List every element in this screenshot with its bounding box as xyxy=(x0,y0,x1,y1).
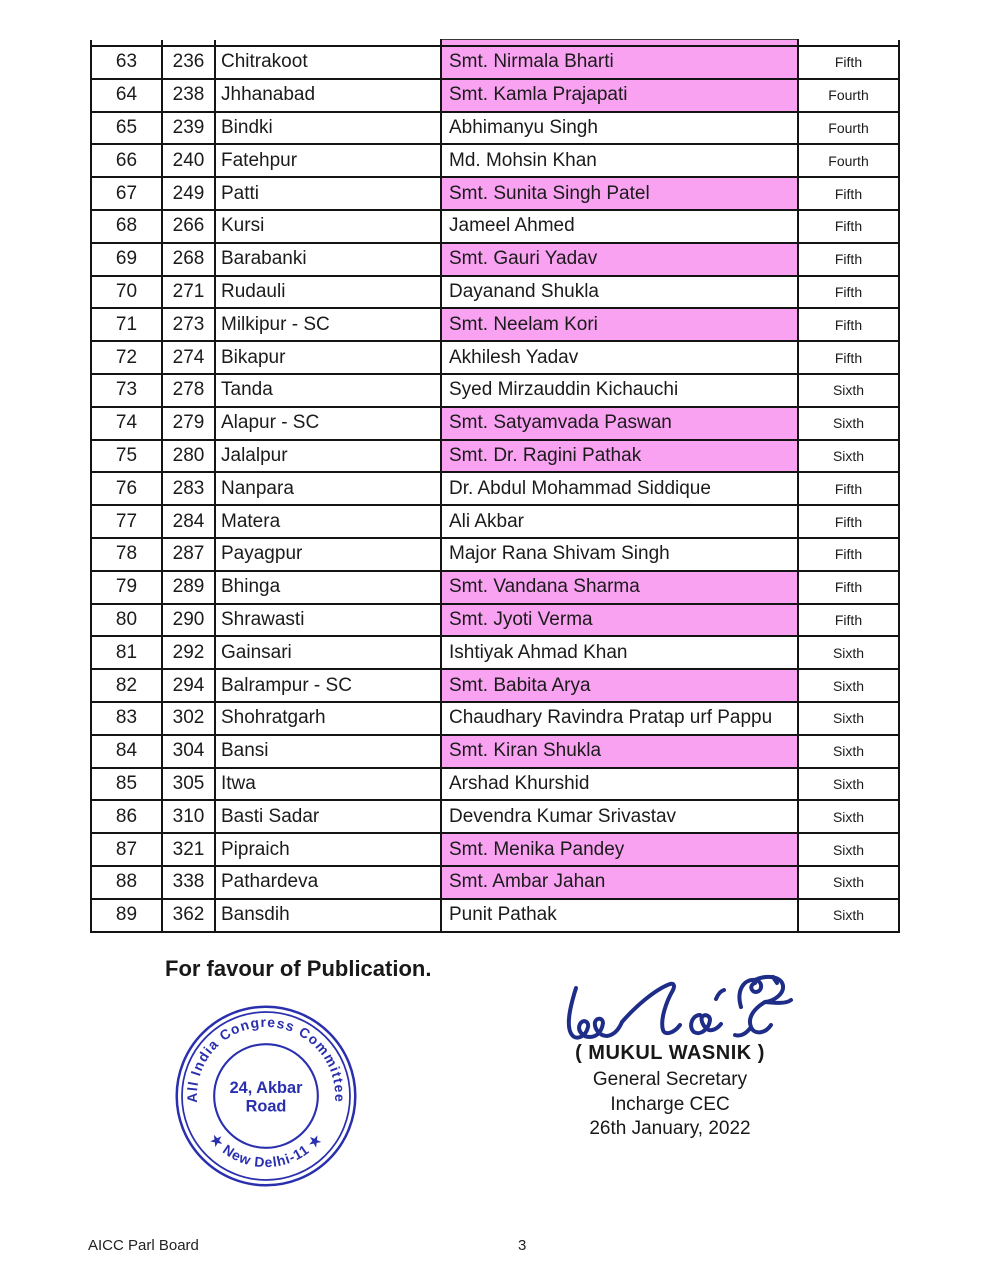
stamp-address-line1: 24, Akbar xyxy=(229,1079,303,1098)
constituency-number-cell: 310 xyxy=(162,800,215,833)
phase-cell: Fifth xyxy=(798,210,899,243)
serial-number-cell: 79 xyxy=(91,571,162,604)
phase-cell: Fourth xyxy=(798,112,899,145)
constituency-name-cell: Chitrakoot xyxy=(215,46,441,79)
constituency-name-cell: Gainsari xyxy=(215,636,441,669)
phase-cell: Fifth xyxy=(798,341,899,374)
candidate-name-cell: Smt. Jyoti Verma xyxy=(441,604,798,637)
serial-number-cell: 70 xyxy=(91,276,162,309)
signature-stroke-flourish xyxy=(735,977,791,1036)
phase-cell: Sixth xyxy=(798,636,899,669)
table-row xyxy=(91,505,899,538)
table-row xyxy=(91,79,899,112)
phase-cell: Sixth xyxy=(798,866,899,899)
table-row xyxy=(91,46,899,79)
phase-cell: Fifth xyxy=(798,177,899,210)
phase-cell: Fifth xyxy=(798,46,899,79)
candidate-name-cell: Smt. Kiran Shukla xyxy=(441,735,798,768)
table-row xyxy=(91,276,899,309)
serial-number-cell: 68 xyxy=(91,210,162,243)
signature-stroke-l2 xyxy=(622,984,680,1033)
serial-number-cell: 89 xyxy=(91,899,162,932)
candidate-name-cell: Syed Mirzauddin Kichauchi xyxy=(441,374,798,407)
aicc-round-stamp xyxy=(170,1000,362,1192)
signature-stroke-lee xyxy=(569,988,622,1038)
serial-number-cell: 78 xyxy=(91,538,162,571)
candidate-name-cell: Abhimanyu Singh xyxy=(441,112,798,145)
signature-stroke-accent xyxy=(716,990,724,999)
constituency-name-cell: Patti xyxy=(215,177,441,210)
table-row xyxy=(91,800,899,833)
constituency-number-cell: 321 xyxy=(162,833,215,866)
phase-cell: Fourth xyxy=(798,144,899,177)
signatory-name: ( MUKUL WASNIK ) xyxy=(575,1042,765,1064)
constituency-name-cell: Rudauli xyxy=(215,276,441,309)
table-row xyxy=(91,768,899,801)
serial-number-cell: 69 xyxy=(91,243,162,276)
candidate-name-cell: Dayanand Shukla xyxy=(441,276,798,309)
stamp-bottom-text: ★ New Delhi-11 ★ xyxy=(206,1130,326,1171)
publication-note: For favour of Publication. xyxy=(165,956,432,981)
table-row xyxy=(91,374,899,407)
constituency-name-cell: Bindki xyxy=(215,112,441,145)
phase-cell: Sixth xyxy=(798,702,899,735)
serial-number-cell: 87 xyxy=(91,833,162,866)
constituency-number-cell: 240 xyxy=(162,144,215,177)
serial-number-cell: 82 xyxy=(91,669,162,702)
constituency-name-cell: Jhhanabad xyxy=(215,79,441,112)
phase-cell: Fourth xyxy=(798,79,899,112)
constituency-number-cell: 284 xyxy=(162,505,215,538)
signatory-title: General Secretary xyxy=(592,1069,748,1090)
footer-page-number: 3 xyxy=(518,1237,527,1254)
constituency-name-cell: Tanda xyxy=(215,374,441,407)
constituency-name-cell: Payagpur xyxy=(215,538,441,571)
table-row xyxy=(91,735,899,768)
constituency-name-cell: Kursi xyxy=(215,210,441,243)
constituency-name-cell: Basti Sadar xyxy=(215,800,441,833)
constituency-name-cell: Balrampur - SC xyxy=(215,669,441,702)
candidate-name-cell: Smt. Nirmala Bharti xyxy=(441,46,798,79)
constituency-name-cell: Pathardeva xyxy=(215,866,441,899)
table-row xyxy=(91,210,899,243)
serial-number-cell: 64 xyxy=(91,79,162,112)
phase-cell: Fifth xyxy=(798,538,899,571)
phase-cell: Sixth xyxy=(798,800,899,833)
constituency-number-cell: 362 xyxy=(162,899,215,932)
stamp-seal-icon xyxy=(170,1000,362,1192)
constituency-number-cell: 279 xyxy=(162,407,215,440)
table-row xyxy=(91,669,899,702)
candidate-name-cell: Jameel Ahmed xyxy=(441,210,798,243)
constituency-number-cell: 273 xyxy=(162,308,215,341)
table-row xyxy=(91,538,899,571)
candidate-name-cell: Major Rana Shivam Singh xyxy=(441,538,798,571)
constituency-number-cell: 238 xyxy=(162,79,215,112)
stamp-ring-text: All India Congress Committee xyxy=(183,1013,349,1104)
phase-cell: Sixth xyxy=(798,899,899,932)
table-row xyxy=(91,604,899,637)
phase-cell: Fifth xyxy=(798,308,899,341)
candidate-name-cell: Smt. Dr. Ragini Pathak xyxy=(441,440,798,473)
serial-number-cell: 65 xyxy=(91,112,162,145)
constituency-name-cell: Nanpara xyxy=(215,472,441,505)
constituency-name-cell: Bikapur xyxy=(215,341,441,374)
constituency-number-cell: 236 xyxy=(162,46,215,79)
phase-cell: Sixth xyxy=(798,440,899,473)
constituency-name-cell: Bansdih xyxy=(215,899,441,932)
candidates-table xyxy=(90,39,900,933)
constituency-name-cell: Milkipur - SC xyxy=(215,308,441,341)
candidate-name-cell: Dr. Abdul Mohammad Siddique xyxy=(441,472,798,505)
signatory-subtitle: Incharge CEC xyxy=(610,1093,730,1115)
serial-number-cell: 76 xyxy=(91,472,162,505)
constituency-number-cell: 274 xyxy=(162,341,215,374)
constituency-number-cell: 268 xyxy=(162,243,215,276)
candidate-name-cell: Md. Mohsin Khan xyxy=(441,144,798,177)
phase-cell: Fifth xyxy=(798,276,899,309)
table-row xyxy=(91,341,899,374)
constituency-number-cell: 292 xyxy=(162,636,215,669)
serial-number-cell: 85 xyxy=(91,768,162,801)
candidates-table-body xyxy=(91,40,899,932)
constituency-name-cell: Jalalpur xyxy=(215,440,441,473)
table-row xyxy=(91,571,899,604)
phase-cell: Fifth xyxy=(798,505,899,538)
signature-stroke-a xyxy=(691,1015,721,1033)
stamp-address-line2: Road xyxy=(245,1097,287,1116)
table-row xyxy=(91,407,899,440)
candidate-name-cell: Smt. Babita Arya xyxy=(441,669,798,702)
table-row xyxy=(91,308,899,341)
phase-cell: Fifth xyxy=(798,243,899,276)
candidate-name-cell: Smt. Vandana Sharma xyxy=(441,571,798,604)
constituency-number-cell: 302 xyxy=(162,702,215,735)
constituency-name-cell: Pipraich xyxy=(215,833,441,866)
constituency-number-cell: 283 xyxy=(162,472,215,505)
constituency-number-cell: 294 xyxy=(162,669,215,702)
table-row xyxy=(91,144,899,177)
constituency-number-cell: 278 xyxy=(162,374,215,407)
constituency-name-cell: Barabanki xyxy=(215,243,441,276)
constituency-name-cell: Shrawasti xyxy=(215,604,441,637)
phase-cell: Sixth xyxy=(798,735,899,768)
candidate-name-cell: Smt. Gauri Yadav xyxy=(441,243,798,276)
constituency-number-cell: 338 xyxy=(162,866,215,899)
constituency-name-cell: Bhinga xyxy=(215,571,441,604)
serial-number-cell: 77 xyxy=(91,505,162,538)
serial-number-cell: 67 xyxy=(91,177,162,210)
serial-number-cell: 71 xyxy=(91,308,162,341)
constituency-name-cell: Itwa xyxy=(215,768,441,801)
serial-number-cell: 86 xyxy=(91,800,162,833)
signatory-block xyxy=(520,1042,820,1142)
phase-cell: Sixth xyxy=(798,374,899,407)
constituency-number-cell: 287 xyxy=(162,538,215,571)
candidate-name-cell: Smt. Menika Pandey xyxy=(441,833,798,866)
serial-number-cell: 74 xyxy=(91,407,162,440)
constituency-number-cell: 304 xyxy=(162,735,215,768)
phase-cell: Fifth xyxy=(798,472,899,505)
table-row xyxy=(91,899,899,932)
phase-cell: Sixth xyxy=(798,407,899,440)
phase-cell: Fifth xyxy=(798,604,899,637)
table-row xyxy=(91,702,899,735)
footer-label: AICC Parl Board xyxy=(88,1237,199,1254)
phase-cell: Sixth xyxy=(798,669,899,702)
candidate-name-cell: Punit Pathak xyxy=(441,899,798,932)
candidate-name-cell: Arshad Khurshid xyxy=(441,768,798,801)
serial-number-cell: 63 xyxy=(91,46,162,79)
table-row xyxy=(91,636,899,669)
table-row xyxy=(91,440,899,473)
constituency-name-cell: Matera xyxy=(215,505,441,538)
candidate-name-cell: Devendra Kumar Srivastav xyxy=(441,800,798,833)
candidate-name-cell: Smt. Satyamvada Paswan xyxy=(441,407,798,440)
constituency-name-cell: Shohratgarh xyxy=(215,702,441,735)
phase-cell: Fifth xyxy=(798,571,899,604)
constituency-number-cell: 305 xyxy=(162,768,215,801)
candidate-name-cell: Akhilesh Yadav xyxy=(441,341,798,374)
candidate-name-cell: Smt. Sunita Singh Patel xyxy=(441,177,798,210)
phase-cell: Sixth xyxy=(798,833,899,866)
serial-number-cell: 84 xyxy=(91,735,162,768)
constituency-number-cell: 239 xyxy=(162,112,215,145)
constituency-name-cell: Fatehpur xyxy=(215,144,441,177)
serial-number-cell: 75 xyxy=(91,440,162,473)
constituency-number-cell: 280 xyxy=(162,440,215,473)
serial-number-cell: 66 xyxy=(91,144,162,177)
serial-number-cell: 72 xyxy=(91,341,162,374)
candidate-name-cell: Ali Akbar xyxy=(441,505,798,538)
serial-number-cell: 80 xyxy=(91,604,162,637)
table-row xyxy=(91,177,899,210)
table-row xyxy=(91,243,899,276)
candidate-name-cell: Chaudhary Ravindra Pratap urf Pappu xyxy=(441,702,798,735)
constituency-number-cell: 249 xyxy=(162,177,215,210)
constituency-number-cell: 290 xyxy=(162,604,215,637)
serial-number-cell: 81 xyxy=(91,636,162,669)
table-row xyxy=(91,472,899,505)
constituency-number-cell: 266 xyxy=(162,210,215,243)
candidate-name-cell: Smt. Neelam Kori xyxy=(441,308,798,341)
constituency-name-cell: Bansi xyxy=(215,735,441,768)
constituency-number-cell: 271 xyxy=(162,276,215,309)
candidate-name-cell: Smt. Ambar Jahan xyxy=(441,866,798,899)
table-row xyxy=(91,866,899,899)
constituency-number-cell: 289 xyxy=(162,571,215,604)
serial-number-cell: 73 xyxy=(91,374,162,407)
constituency-name-cell: Alapur - SC xyxy=(215,407,441,440)
table-row xyxy=(91,833,899,866)
table-row xyxy=(91,112,899,145)
signatory-date: 26th January, 2022 xyxy=(589,1118,751,1139)
serial-number-cell: 83 xyxy=(91,702,162,735)
serial-number-cell: 88 xyxy=(91,866,162,899)
candidate-name-cell: Smt. Kamla Prajapati xyxy=(441,79,798,112)
candidate-name-cell: Ishtiyak Ahmad Khan xyxy=(441,636,798,669)
phase-cell: Sixth xyxy=(798,768,899,801)
